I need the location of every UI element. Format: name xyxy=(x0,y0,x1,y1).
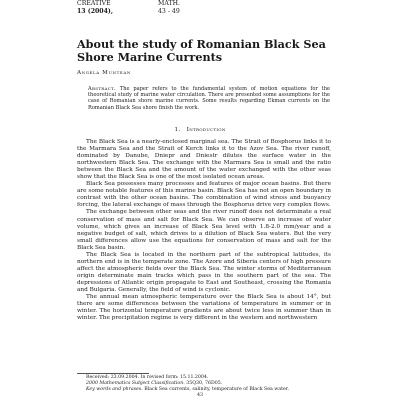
body-text xyxy=(77,139,331,322)
paragraph: The exchange between other seas and the river runoff does not determinate a real conservation of mass and salt for Black Sea. We can observe an increase of water volume, which gives an increase of Black Sea level with 1.8-2.0 mm/year and a negative budget of salt, which drives to a dilution of Black Sea waters. But the very small differences allow use the equations for conservation of mass and salt for the Black Sea basin. xyxy=(77,209,331,251)
abstract xyxy=(88,86,330,111)
journal-name: CREATIVE xyxy=(77,0,111,7)
footnotes xyxy=(86,375,331,392)
journal-pages: 43 - 49 xyxy=(158,7,180,15)
footnote-keywords-label: Key words and phrases. xyxy=(86,386,143,392)
abstract-label: Abstract. xyxy=(88,86,116,92)
footnote-dates: Received: 23.09.2004. In revised form: 15.11.2004. xyxy=(86,375,209,380)
footnote-keywords xyxy=(86,387,331,393)
footnote-msc-value: 35Q30, 76D05. xyxy=(186,380,223,386)
journal-issue: 13 (2004), xyxy=(77,7,113,15)
section-title: Introduction xyxy=(186,127,226,133)
footnote-rule xyxy=(77,373,149,374)
journal-header xyxy=(77,0,180,15)
page-number: 43 xyxy=(196,393,204,398)
footnote-keywords-value: Black Sea currents, salinity, temperature of Black Sea water. xyxy=(144,386,289,392)
article-author: Angela Muntean xyxy=(77,70,131,76)
section-number: 1. xyxy=(174,127,181,133)
paragraph: The Black Sea is located in the northern part of the subtropical latitudes, its northern end is in the temperate zone. The Azore and Siberia centers of high pressure affect the atmospheric fields over the Black Sea. The winter storms of Mediterranean origin determinate main tracks which pass in the southern part of the sea. The depressions of Atlantic origin propagate to East and Southeast, crossing the Romania and Bulgaria. Generally, the field of wind is cyclonic. xyxy=(77,251,331,293)
paragraph: The Black Sea is a nearly-enclosed marginal sea. The Strait of Bosphorus links it to the Marmara Sea and the Strait of Kerch links it to the Azov Sea. The river runoff, dominated by Danube, Dniepr and Dniestr dilutes the surface water in the northwestern Black Sea. The exchange with the Marmara Sea is small and the ratio between the Black Sea and the amount of the water exchanged with the other seas show that the Black Sea is one of the most isolated ocean areas. xyxy=(77,139,331,181)
footnote-msc-label: 2000 Mathematics Subject Classification. xyxy=(86,380,185,386)
paragraph: The annual mean atmospheric temperature over the Black Sea is about 14°, but there are some differences between the variations of temperature in summer or in winter. The horizontal temperature gradients are about twice less in summer than in winter. The precipitation regime is very different in the western and northwestern xyxy=(77,294,331,322)
paragraph: Black Sea possesses many processes and features of major ocean basins. But there are some notable features of this marine basin. Black Sea has not an open boundary in contrast with the other ocean basins. The combination of wind stress and buoyancy forcing, the lateral exchange of mass through the Bosphorus drive very complex flows. xyxy=(77,181,331,209)
section-heading xyxy=(0,127,400,133)
abstract-text: The paper refers to the fundamental system of motion equations for the theoretical study of marine water circulation. There are presented some assumptions for the case of Romanian shore marine currents. Some results regarding Ekman currents on the Romanian Black Sea shore finish the work. xyxy=(88,86,330,111)
article-title: About the study of Romanian Black Sea Shore Marine Currents xyxy=(77,37,326,64)
journal-subject: MATH. xyxy=(158,0,180,7)
